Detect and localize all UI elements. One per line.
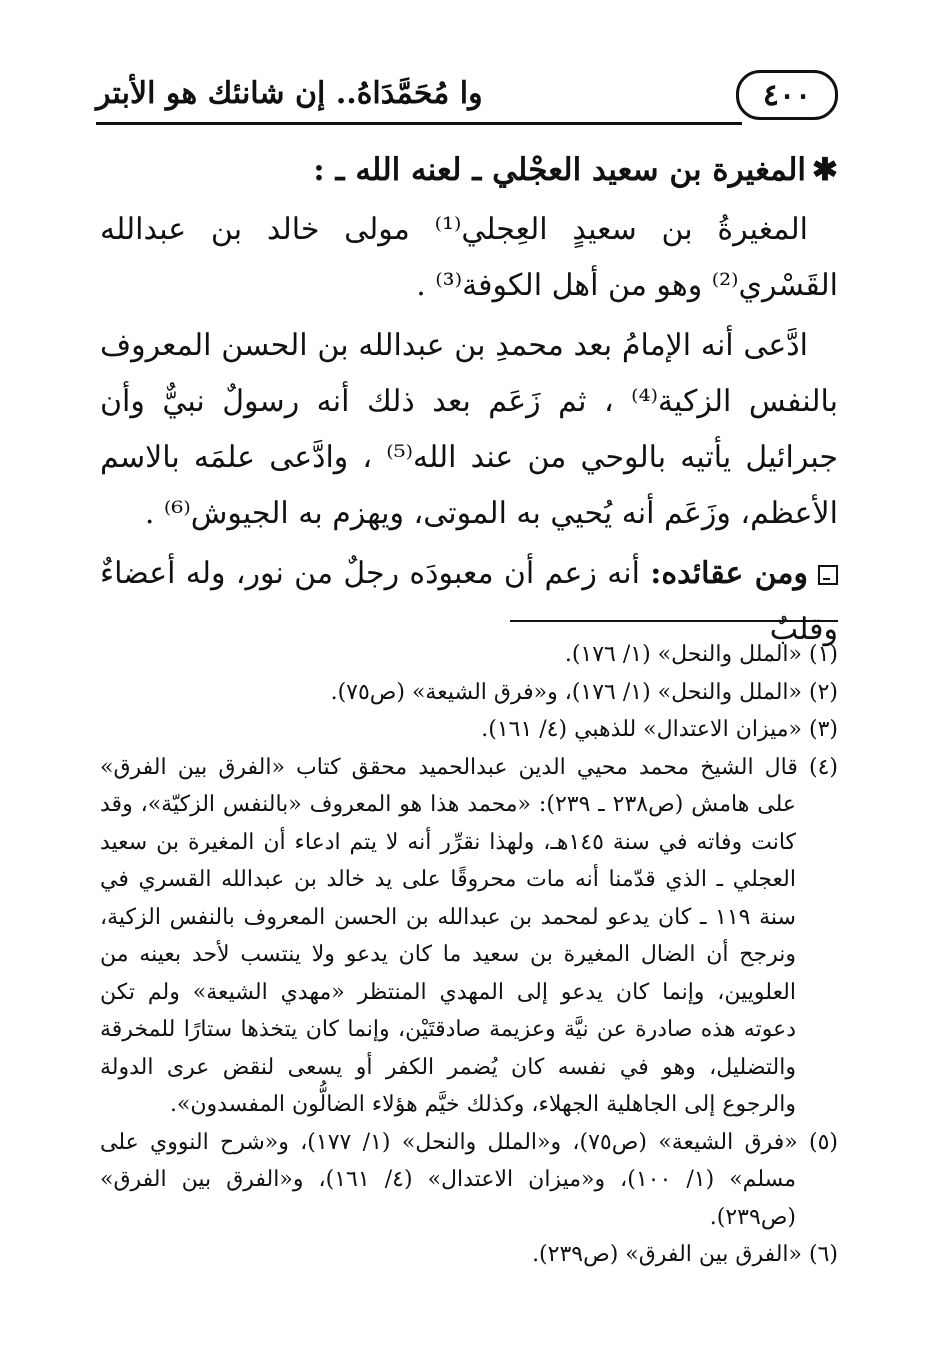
section-title: [98, 142, 838, 198]
footnote-2: (٢) «الملل والنحل» (١/ ١٧٦)، و«فرق الشيعة» (ص٧٥).: [330, 679, 838, 705]
beliefs-text: أنه زعم أن معبودَه رجلٌ من نور، وله أعضاءٌ وقلبٌ: [100, 556, 838, 647]
footnotes: [100, 636, 838, 1274]
footnote-3: (٣) «ميزان الاعتدال» للذهبي (٤/ ١٦١).: [481, 717, 838, 742]
section-title-text: المغيرة بن سعيد العجْلي ـ لعنه الله ـ :: [313, 152, 807, 188]
square-bullet-icon: [818, 565, 838, 585]
running-title: وا مُحَمَّدَاهُ.. إن شانئك هو الأبتر: [96, 76, 483, 111]
page-number: ٤٠٠: [736, 70, 838, 120]
footnote-4: (٤) قال الشيخ محمد محيي الدين عبدالحميد محقق كتاب «الفرق بين الفرق» على هامش (ص٢٣٨ ـ ٢٣٩): «محمد هذا هو المعروف «بالنفس الزكيّة»، وقد كانت وفاته في سنة ١٤٥هـ، ولهذا نقرِّر أنه لا يتم ادعاء أن المغيرة بن سعيد العجلي ـ الذي قدّمنا أنه مات محروقًا على يد خالد بن عبدالله القسري في سنة ١١٩ ـ كان يدعو لمحمد بن عبدالله بن الحسن المعروف بالنفس الزكية، ونرجح أن الضال المغيرة بن سعيد ما كان يدعو ولا ينتسب لأحد بعينه من العلويين، وإنما كان يدعو إلى المهدي المنتظر «مهدي الشيعة» ولم تكن دعوته هذه صادرة عن نيَّة وعزيمة صادقتَيْن، وإنما كان يتخذها ستارًا للمخرقة والتضليل، وهو في نفسه كان يُضمر الكفر أو يسعى لنقض عرى الدولة والرجوع إلى الجاهلية الجهلاء، وكذلك خيَّم هؤلاء الضالُّون المفسدون».: [100, 754, 838, 1117]
asterisk-icon: ✱: [812, 152, 838, 188]
header-rule: [96, 122, 742, 125]
footnote-6: (٦) «الفرق بين الفرق» (ص٢٣٩).: [532, 1242, 838, 1267]
paragraph-1: المغيرةُ بن سعيدٍ العِجلي⁽¹⁾ مولى خالد بن عبدالله القَسْري⁽²⁾ وهو من أهل الكوفة⁽³⁾ .: [100, 212, 838, 303]
beliefs-label: ومن عقائده:: [650, 556, 808, 591]
footnote-divider: [510, 620, 838, 622]
paragraph-2: ادَّعى أنه الإمامُ بعد محمدِ بن عبدالله بن الحسن المعروف بالنفس الزكية⁽⁴⁾ ، ثم زَعَم بعد ذلك أنه رسولٌ نبيٌّ وأن جبرائيل يأتيه بالوحي من عند الله⁽⁵⁾ ، وادَّعى علمَه بالاسم الأعظم، وزَعَم أنه يُحيي به الموتى، ويهزم به الجيوش⁽⁶⁾ .: [100, 328, 838, 531]
page-header: [96, 62, 838, 130]
footnote-5: (٥) «فرق الشيعة» (ص٧٥)، و«الملل والنحل» (١/ ١٧٧)، و«شرح النووي على مسلم» (١/ ١٠٠)، و«ميزان الاعتدال» (٤/ ١٦١)، و«الفرق بين الفرق» (ص٢٣٩).: [100, 1129, 838, 1230]
footnote-1: (١) «الملل والنحل» (١/ ١٧٦).: [564, 642, 838, 667]
